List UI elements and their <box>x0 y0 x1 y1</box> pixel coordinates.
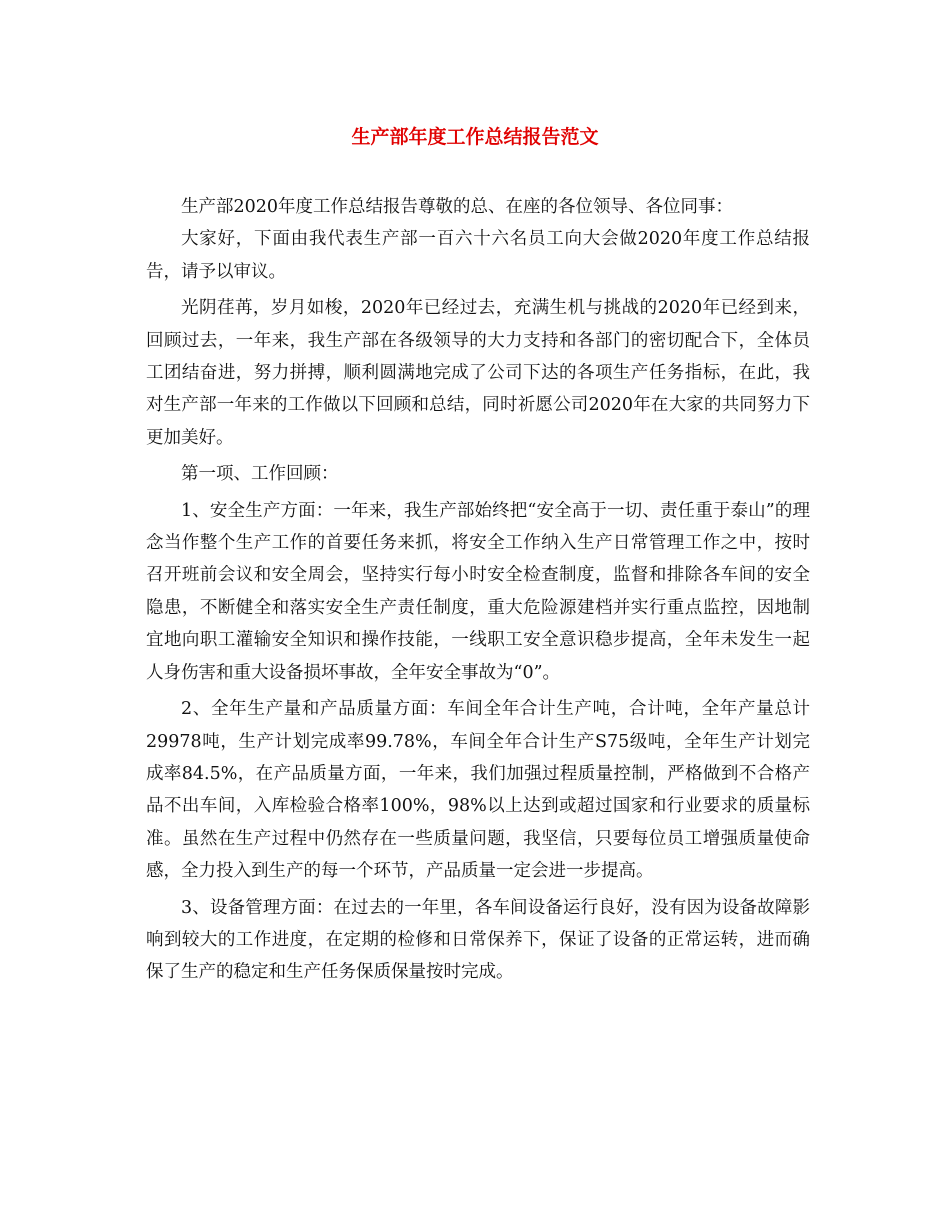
section-heading-review: 第一项、工作回顾： <box>181 464 339 485</box>
paragraph-intro: 光阴荏苒，岁月如梭，2020年已经过去，充满生机与挑战的2020年已经到来，回顾过去，一年来，我生产部在各级领导的大力支持和各部门的密切配合下，全体员工团结奋进，努力拼搏，顺利圆满地完成了公司下达的各项生产任务指标，在此，我对生产部一年来的工作做以下回顾和总结，同时祈愿公司2020年在大家的共同努力下更加美好。 <box>146 298 810 448</box>
document-title: 生产部年度工作总结报告范文 <box>351 126 599 148</box>
paragraph-greeting: 大家好，下面由我代表生产部一百六十六名员工向大会做2020年度工作总结报告，请予以审议。 <box>146 229 810 282</box>
paragraph-safety: 1、安全生产方面：一年来，我生产部始终把“安全高于一切、责任重于泰山”的理念当作整个生产工作的首要任务来抓，将安全工作纳入生产日常管理工作之中，按时召开班前会议和安全周会，坚持实行每小时安全检查制度，监督和排除各车间的安全隐患，不断健全和落实安全生产责任制度，重大危险源建档并实行重点监控，因地制宜地向职工灌输安全知识和操作技能，一线职工安全意识稳步提高，全年未发生一起人身伤害和重大设备损坏事故，全年安全事故为“0”。 <box>146 500 810 683</box>
document-body <box>146 191 810 993</box>
paragraph-salutation: 生产部2020年度工作总结报告尊敬的总、在座的各位领导、各位同事： <box>181 197 734 217</box>
paragraph-equipment: 3、设备管理方面：在过去的一年里，各车间设备运行良好，没有因为设备故障影响到较大的工作进度，在定期的检修和日常保养下，保证了设备的正常运转，进而确保了生产的稳定和生产任务保质保量按时完成。 <box>146 897 810 983</box>
paragraph-production-quality: 2、全年生产量和产品质量方面：车间全年合计生产吨，合计吨，全年产量总计29978吨，生产计划完成率99.78%，车间全年合计生产S75级吨，全年生产计划完成率84.5%，在产品质量方面，一年来，我们加强过程质量控制，严格做到不合格产品不出车间，入库检验合格率100%，98%以上达到或超过国家和行业要求的质量标准。虽然在生产过程中仍然存在一些质量问题，我坚信，只要每位员工增强质量使命感，全力投入到生产的每一个环节，产品质量一定会进一步提高。 <box>146 699 810 882</box>
